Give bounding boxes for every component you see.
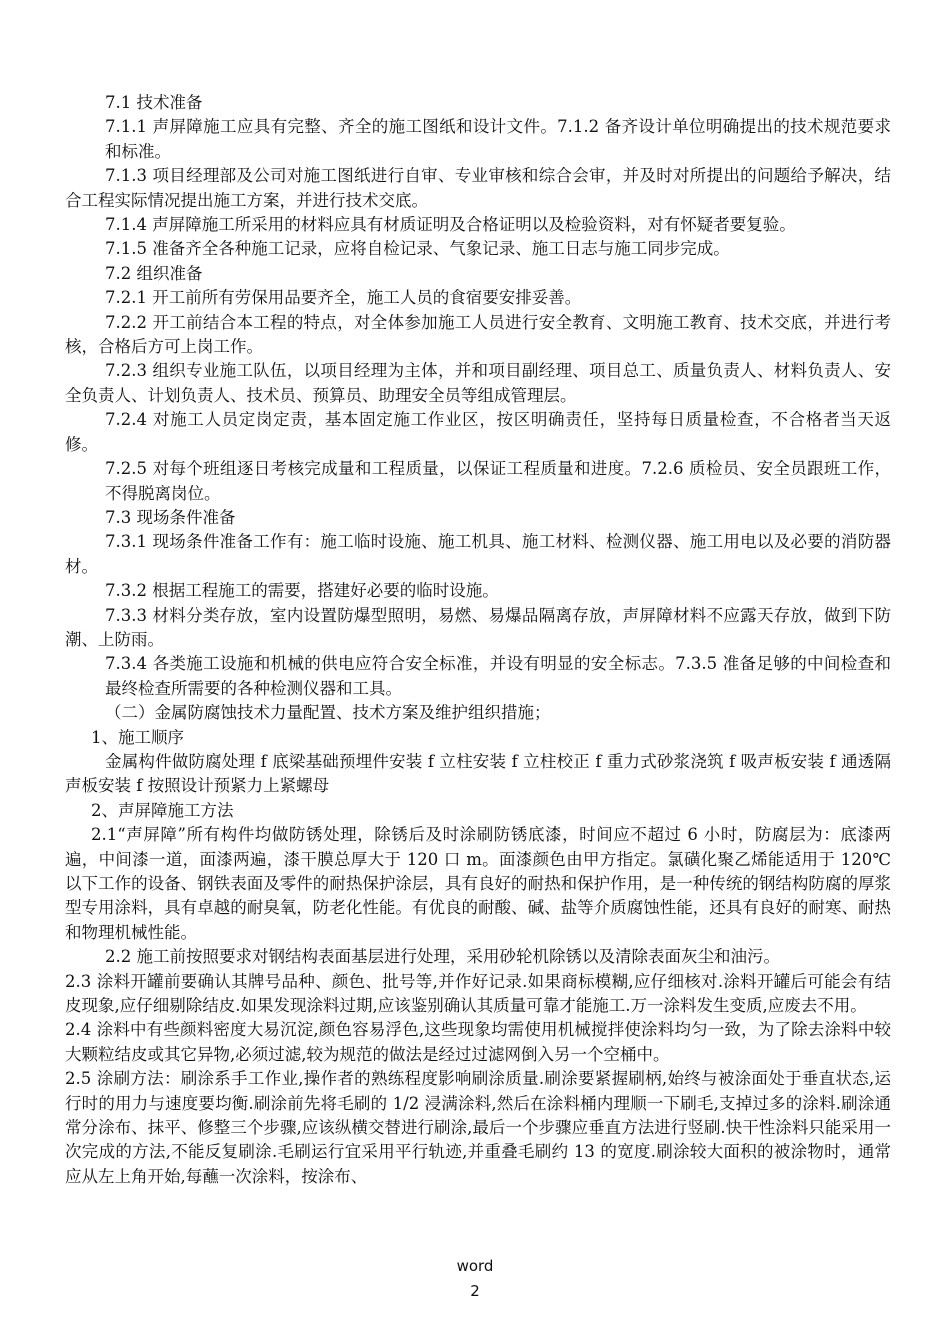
paragraph-2-1: 2.1“声屏障”所有构件均做防锈处理，除锈后及时涂刷防锈底漆，时间应不超过 6 小时，防腐层为：底漆两遍，中间漆一道，面漆两遍，漆干膜总厚大于 120 口 m。面漆颜色由甲方指定。氯磺化聚乙烯能适用于 120℃ 以下工作的设备、钢铁表面及零件的耐热保护涂层，具有良好的耐热和保护作用，是一种传统的钢结构防腐的厚浆型专用涂料，具有卓越的耐臭氧，防老化性能。有优良的耐酸、碱、盐等介质腐蚀性能，还具有良好的耐寒、耐热和物理机械性能。 bbox=[65, 825, 891, 942]
paragraph-7-2-4: 7.2.4 对施工人员定岗定责，基本固定施工作业区，按区明确责任，坚持每日质量检查，不合格者当天返修。 bbox=[65, 410, 891, 454]
paragraph-2-3: 2.3 涂料开罐前要确认其牌号品种、颜色、批号等,并作好记录.如果商标模糊,应仔细核对.涂料开罐后可能会有结皮现象,应仔细剔除结皮.如果发现涂料过期,应该鉴别确认其质量可靠才能施工.万一涂料发生变质,应废去不用。 bbox=[65, 971, 891, 1016]
page-number: 2 bbox=[470, 1282, 480, 1300]
paragraph-2-5: 2.5 涂刷方法：刷涂系手工作业,操作者的熟练程度影响刷涂质量.刷涂要紧握刷柄,始终与被涂面处于垂直状态,运行时的用力与速度要均衡.刷涂前先将毛刷的 1/2 浸满涂料,然后在涂料桶内理顺一下刷毛,支掉过多的涂料.刷涂通常分涂布、抹平、修整三个步骤,应该纵横交替进行刷涂,最后一个步骤应垂直方法进行竖刷.快干性涂料只能采用一次完成的方法,不能反复刷涂.毛刷运行宜采用平行轨迹,并重叠毛刷约 13 的宽度.刷涂较大面积的被涂物时，通常应从左上角开始,每蘸一次涂料，按涂布、 bbox=[65, 1069, 891, 1186]
paragraph-7-3-4: 7.3.4 各类施工设施和机械的供电应符合安全标准，并设有明显的安全标志。7.3.5 准备足够的中间检查和最终检查所需要的各种检测仪器和工具。 bbox=[105, 654, 891, 698]
paragraph-7-3-1: 7.3.1 现场条件准备工作有：施工临时设施、施工机具、施工材料、检测仪器、施工用电以及必要的消防器材。 bbox=[65, 532, 891, 576]
heading-7-2: 7.2 组织准备 bbox=[105, 263, 203, 283]
footer-label: word bbox=[456, 1257, 494, 1275]
paragraph-construction-sequence: 金属构件做防腐处理 f 底梁基础预埋件安装 f 立柱安装 f 立柱校正 f 重力式砂浆浇筑 f 吸声板安装 f 通透隔声板安装 f 按照设计预紧力上紧螺母 bbox=[65, 751, 891, 796]
paragraph-7-3-2: 7.3.2 根据工程施工的需要，搭建好必要的临时设施。 bbox=[105, 581, 499, 601]
paragraph-7-2-5: 7.2.5 对每个班组逐日考核完成量和工程质量，以保证工程质量和进度。7.2.6 质检员、安全员跟班工作，不得脱离岗位。 bbox=[105, 459, 891, 503]
paragraph-7-1-3: 7.1.3 项目经理部及公司对施工图纸进行自审、专业审核和综合会审，并及时对所提出的问题给予解决，结合工程实际情况提出施工方案，并进行技术交底。 bbox=[65, 166, 891, 210]
heading-construction-method: 2、声屏障施工方法 bbox=[91, 800, 234, 820]
paragraph-2-2: 2.2 施工前按照要求对钢结构表面基层进行处理，采用砂轮机除锈以及清除表面灰尘和油污。 bbox=[105, 947, 780, 967]
paragraph-7-1-4: 7.1.4 声屏障施工所采用的材料应具有材质证明及合格证明以及检验资料，对有怀疑者要复验。 bbox=[105, 215, 796, 235]
paragraph-7-2-1: 7.2.1 开工前所有劳保用品要齐全，施工人员的食宿要安排妥善。 bbox=[105, 288, 582, 308]
paragraph-7-1-1: 7.1.1 声屏障施工应具有完整、齐全的施工图纸和设计文件。7.1.2 备齐设计单位明确提出的技术规范要求和标准。 bbox=[105, 117, 891, 161]
section-heading-2: （二）金属防腐蚀技术力量配置、技术方案及维护组织措施； bbox=[105, 703, 551, 723]
paragraph-7-3-3: 7.3.3 材料分类存放，室内设置防爆型照明，易燃、易爆品隔离存放，声屏障材料不应露天存放，做到下防潮、上防雨。 bbox=[65, 605, 891, 649]
paragraph-7-1-5: 7.1.5 准备齐全各种施工记录，应将自检记录、气象记录、施工日志与施工同步完成。 bbox=[105, 239, 730, 259]
paragraph-7-2-3: 7.2.3 组织专业施工队伍，以项目经理为主体，并和项目副经理、项目总工、质量负责人、材料负责人、安全负责人、计划负责人、技术员、预算员、助理安全员等组成管理层。 bbox=[65, 361, 891, 405]
paragraph-7-2-2: 7.2.2 开工前结合本工程的特点，对全体参加施工人员进行安全教育、文明施工教育、技术交底，并进行考核，合格后方可上岗工作。 bbox=[65, 312, 891, 357]
heading-7-3: 7.3 现场条件准备 bbox=[105, 507, 236, 527]
paragraph-2-4: 2.4 涂料中有些颜料密度大易沉淀,颜色容易浮色,这些现象均需使用机械搅拌使涂料均匀一致，为了除去涂料中较大颗粒结皮或其它异物,必须过滤,较为规范的做法是经过过滤网倒入另一个空桶中。 bbox=[65, 1020, 891, 1064]
heading-construction-sequence: 1、施工顺序 bbox=[91, 727, 184, 747]
heading-7-1: 7.1 技术准备 bbox=[105, 93, 203, 112]
document-body bbox=[65, 91, 891, 1189]
